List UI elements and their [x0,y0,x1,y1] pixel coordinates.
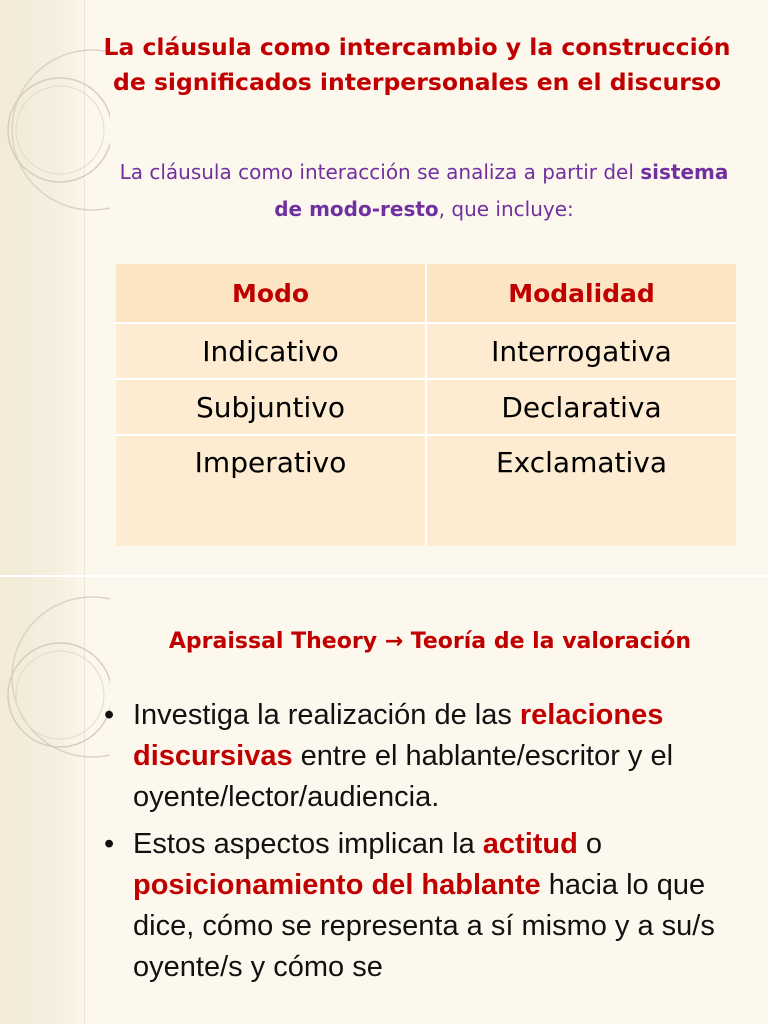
highlight-term: actitud [482,828,578,860]
bullet-text: o [577,828,603,860]
intro-text-start: La cláusula como interacción se analiza a partir del [119,160,641,184]
intro-bold-term: sistema de modo-resto [274,160,729,221]
table-cell: Interrogativa [426,323,736,379]
table-cell: Declarativa [426,379,736,435]
list-item [104,824,754,988]
intro-text [104,154,744,228]
modo-modalidad-table [116,264,736,546]
header-modo: Modo [116,264,426,323]
table-row [116,323,736,379]
section-subtitle [100,625,760,659]
subtitle-english: Apraissal Theory [168,629,385,654]
bullet-text: Investiga la realización de las [133,699,520,731]
table-row [116,379,736,435]
bullet-icon: • [104,828,115,860]
bullet-icon: • [104,699,115,731]
bullet-text: hacia lo que dice, cómo se representa a sí mismo y a su/s oyente/s y cómo se [133,869,715,983]
list-item [104,695,754,818]
highlight-term: relaciones discursivas [133,699,664,772]
slide-2 [0,577,768,1024]
ring-ornament-icon [0,577,110,817]
bullet-text: Estos aspectos implican la [133,828,483,860]
subtitle-spanish: Teoría de la valoración [403,629,692,654]
intro-text-end: , que incluye: [438,197,574,221]
bullet-text: entre el hablante/escritor y el oyente/lector/audiencia. [133,740,674,813]
table-cell: Indicativo [116,323,426,379]
table-cell: Imperativo [116,435,426,546]
table-header-row [116,264,736,323]
bullet-list [104,695,754,994]
header-modalidad: Modalidad [426,264,736,323]
slide-title: La cláusula como intercambio y la construcción de significados interpersonales en el discurso [103,33,731,96]
arrow-right-icon: → [384,629,404,654]
highlight-term: posicionamiento del hablante [133,869,541,901]
table-cell: Subjuntivo [116,379,426,435]
table-row [116,435,736,546]
table-cell: Exclamativa [426,435,736,546]
